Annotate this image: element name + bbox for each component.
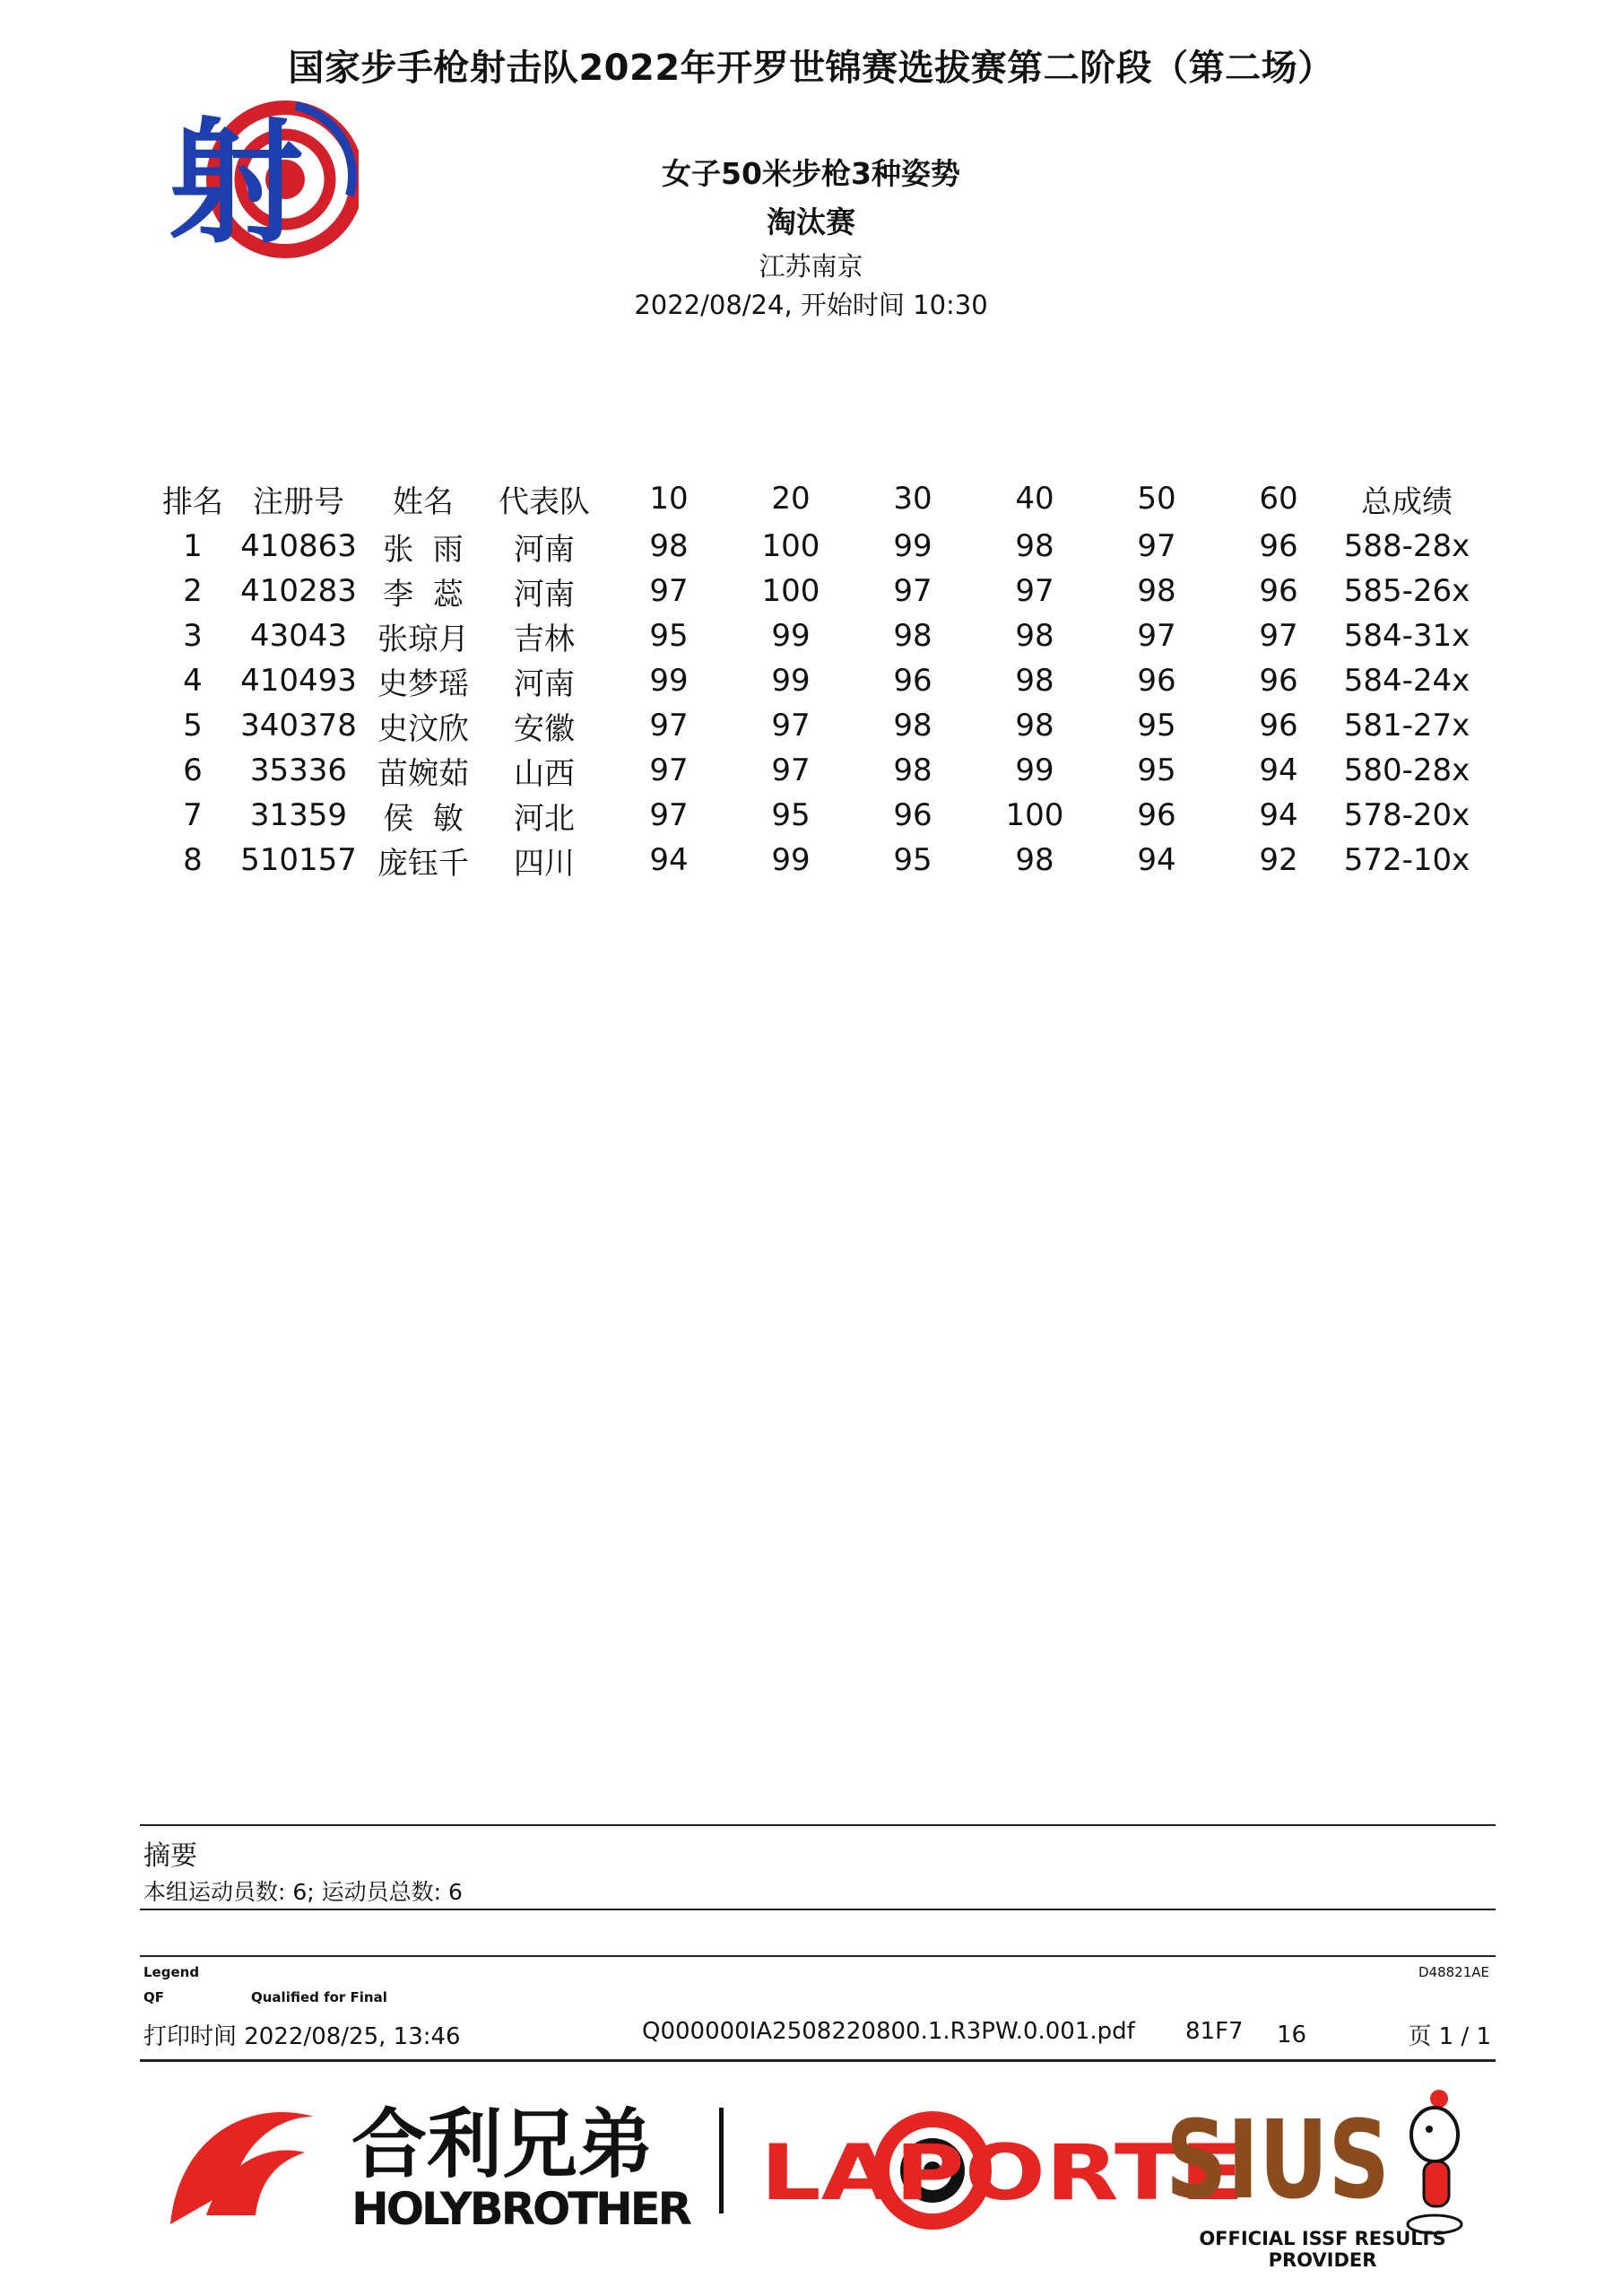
cell-series-10: 94 (649, 842, 689, 878)
table-row (154, 569, 1474, 613)
cell-athlete-name: 史梦瑶 (377, 665, 469, 702)
document-code: D48821AE (1418, 1964, 1489, 1980)
page-title: 国家步手枪射击队2022年开罗世锦赛选拔赛第二阶段（第二场） (288, 48, 1334, 89)
cell-series-20: 99 (771, 842, 811, 878)
table-row (154, 793, 1474, 838)
cell-series-10: 99 (649, 663, 689, 699)
column-header-series: 30 (893, 481, 932, 517)
legend-heading: Legend (143, 1964, 200, 1980)
cell-series-50: 97 (1137, 528, 1176, 564)
cell-series-60: 97 (1259, 618, 1298, 654)
sponsor-banner (143, 2081, 1497, 2251)
cell-series-20: 95 (771, 797, 811, 833)
cell-series-20: 99 (771, 663, 811, 699)
cell-series-30: 95 (893, 842, 932, 878)
cell-team: 吉林 (514, 621, 575, 657)
divider (140, 1824, 1496, 1826)
cell-rank: 5 (183, 708, 203, 744)
cell-series-20: 100 (761, 528, 820, 564)
legend-value: Qualified for Final (251, 1989, 387, 2005)
cell-team: 四川 (514, 845, 575, 882)
column-header-series: 50 (1137, 481, 1176, 517)
cell-rank: 7 (183, 797, 203, 833)
column-header-series: 40 (1015, 481, 1054, 517)
cell-rank: 1 (183, 528, 203, 564)
cell-series-20: 99 (771, 618, 811, 654)
cell-total-score: 588-28x (1343, 528, 1470, 564)
cell-series-40: 97 (1015, 573, 1054, 609)
results-table (154, 474, 1474, 883)
print-time: 打印时间 2022/08/25, 13:46 (143, 2023, 461, 2050)
column-header-total: 总成绩 (1361, 483, 1453, 520)
cell-series-30: 98 (893, 618, 932, 654)
cell-series-40: 98 (1015, 663, 1054, 699)
cell-series-60: 96 (1259, 663, 1298, 699)
page-number: 页 1 / 1 (1408, 2023, 1491, 2050)
cell-registration-no: 510157 (240, 842, 357, 878)
cell-athlete-name: 张琼月 (377, 621, 469, 657)
cell-series-60: 94 (1259, 797, 1298, 833)
cell-series-40: 98 (1015, 528, 1054, 564)
cell-series-30: 98 (893, 752, 932, 788)
column-header-series: 60 (1259, 481, 1298, 517)
cell-rank: 2 (183, 573, 203, 609)
cell-series-50: 95 (1137, 752, 1176, 788)
column-header-series: 10 (649, 481, 689, 517)
cell-team: 河南 (514, 576, 575, 613)
cell-series-30: 97 (893, 573, 932, 609)
event-datetime: 2022/08/24, 开始时间 10:30 (634, 290, 988, 320)
cell-series-50: 98 (1137, 573, 1176, 609)
footer-number: 16 (1277, 2022, 1307, 2048)
cell-total-score: 572-10x (1343, 842, 1470, 878)
mascot-icon (1408, 2090, 1462, 2233)
cell-registration-no: 340378 (240, 708, 357, 744)
table-row (154, 658, 1474, 703)
sponsor-separator (719, 2108, 724, 2213)
cell-registration-no: 410863 (240, 528, 357, 564)
cell-team: 安徽 (514, 710, 575, 747)
cell-series-40: 98 (1015, 618, 1054, 654)
cell-series-50: 96 (1137, 797, 1176, 833)
cell-team: 河南 (514, 665, 575, 702)
cell-series-20: 97 (771, 752, 811, 788)
divider (140, 1909, 1496, 1910)
divider (140, 1955, 1496, 1957)
cell-series-40: 100 (1005, 797, 1064, 833)
checksum-code: 81F7 (1185, 2018, 1244, 2045)
cell-series-30: 99 (893, 528, 932, 564)
cell-series-10: 97 (649, 708, 689, 744)
column-header-name: 姓名 (393, 483, 454, 520)
cell-series-20: 100 (761, 573, 820, 609)
cell-registration-no: 35336 (249, 752, 348, 788)
cell-series-60: 92 (1259, 842, 1298, 878)
summary-text: 本组运动员数: 6; 运动员总数: 6 (143, 1879, 463, 1905)
cell-series-30: 98 (893, 708, 932, 744)
cell-team: 河北 (514, 800, 575, 837)
logo-character: 射 (169, 106, 304, 262)
cell-series-40: 98 (1015, 708, 1054, 744)
cell-series-60: 94 (1259, 752, 1298, 788)
cell-total-score: 584-24x (1343, 663, 1470, 699)
cell-rank: 8 (183, 842, 203, 878)
cell-athlete-name: 张 雨 (383, 531, 464, 568)
cell-athlete-name: 苗婉茹 (377, 755, 469, 792)
cell-team: 山西 (514, 755, 575, 792)
stage-name: 淘汰赛 (767, 204, 855, 239)
cell-series-30: 96 (893, 663, 932, 699)
cell-series-10: 97 (649, 797, 689, 833)
table-row (154, 703, 1474, 748)
cell-series-50: 97 (1137, 618, 1176, 654)
holybrother-en: HOLYBROTHER (351, 2183, 692, 2235)
column-header-series: 20 (771, 481, 811, 517)
cell-series-10: 98 (649, 528, 689, 564)
summary-title: 摘要 (143, 1840, 197, 1872)
cell-series-40: 99 (1015, 752, 1054, 788)
cell-series-30: 96 (893, 797, 932, 833)
cell-series-50: 95 (1137, 708, 1176, 744)
cell-team: 河南 (514, 531, 575, 568)
cell-athlete-name: 史汶欣 (377, 710, 469, 747)
table-row (154, 524, 1474, 569)
table-row (154, 613, 1474, 658)
cell-series-60: 96 (1259, 528, 1298, 564)
cell-series-10: 95 (649, 618, 689, 654)
cell-series-10: 97 (649, 752, 689, 788)
file-name: Q000000IA2508220800.1.R3PW.0.001.pdf (642, 2018, 1135, 2045)
cell-total-score: 585-26x (1343, 573, 1470, 609)
cell-athlete-name: 李 蕊 (383, 576, 464, 613)
table-row (154, 748, 1474, 793)
cell-registration-no: 31359 (249, 797, 348, 833)
cell-registration-no: 43043 (249, 618, 348, 654)
cell-total-score: 580-28x (1343, 752, 1470, 788)
cell-athlete-name: 侯 敏 (383, 800, 464, 837)
cell-series-10: 97 (649, 573, 689, 609)
holybrother-swirl-icon (170, 2112, 314, 2224)
cell-series-40: 98 (1015, 842, 1054, 878)
cell-series-50: 94 (1137, 842, 1176, 878)
column-header-rank: 排名 (162, 483, 223, 520)
cell-total-score: 581-27x (1343, 708, 1470, 744)
cell-total-score: 578-20x (1343, 797, 1470, 833)
column-header-registration: 注册号 (253, 483, 344, 520)
cell-series-50: 96 (1137, 663, 1176, 699)
column-header-team: 代表队 (499, 483, 590, 520)
sius-logo: SIUS (1166, 2099, 1390, 2223)
cell-registration-no: 410493 (240, 663, 357, 699)
divider (140, 2059, 1496, 2062)
table-header-row (154, 474, 1474, 524)
location: 江苏南京 (759, 251, 863, 282)
holybrother-cn: 合利兄弟 (351, 2100, 654, 2188)
cell-rank: 6 (183, 752, 203, 788)
cell-rank: 3 (183, 618, 203, 654)
cell-rank: 4 (183, 663, 203, 699)
laporte-logo: LAPORTE (760, 2128, 1245, 2218)
legend-key: QF (143, 1989, 164, 2005)
table-row (154, 838, 1474, 883)
cell-series-60: 96 (1259, 708, 1298, 744)
cell-athlete-name: 庞钰千 (377, 845, 469, 882)
cell-total-score: 584-31x (1343, 618, 1470, 654)
event-name: 女子50米步枪3种姿势 (662, 156, 960, 191)
cell-series-20: 97 (771, 708, 811, 744)
cell-series-60: 96 (1259, 573, 1298, 609)
cell-registration-no: 410283 (240, 573, 357, 609)
results-provider: OFFICIAL ISSF RESULTS PROVIDER (1199, 2228, 1446, 2271)
